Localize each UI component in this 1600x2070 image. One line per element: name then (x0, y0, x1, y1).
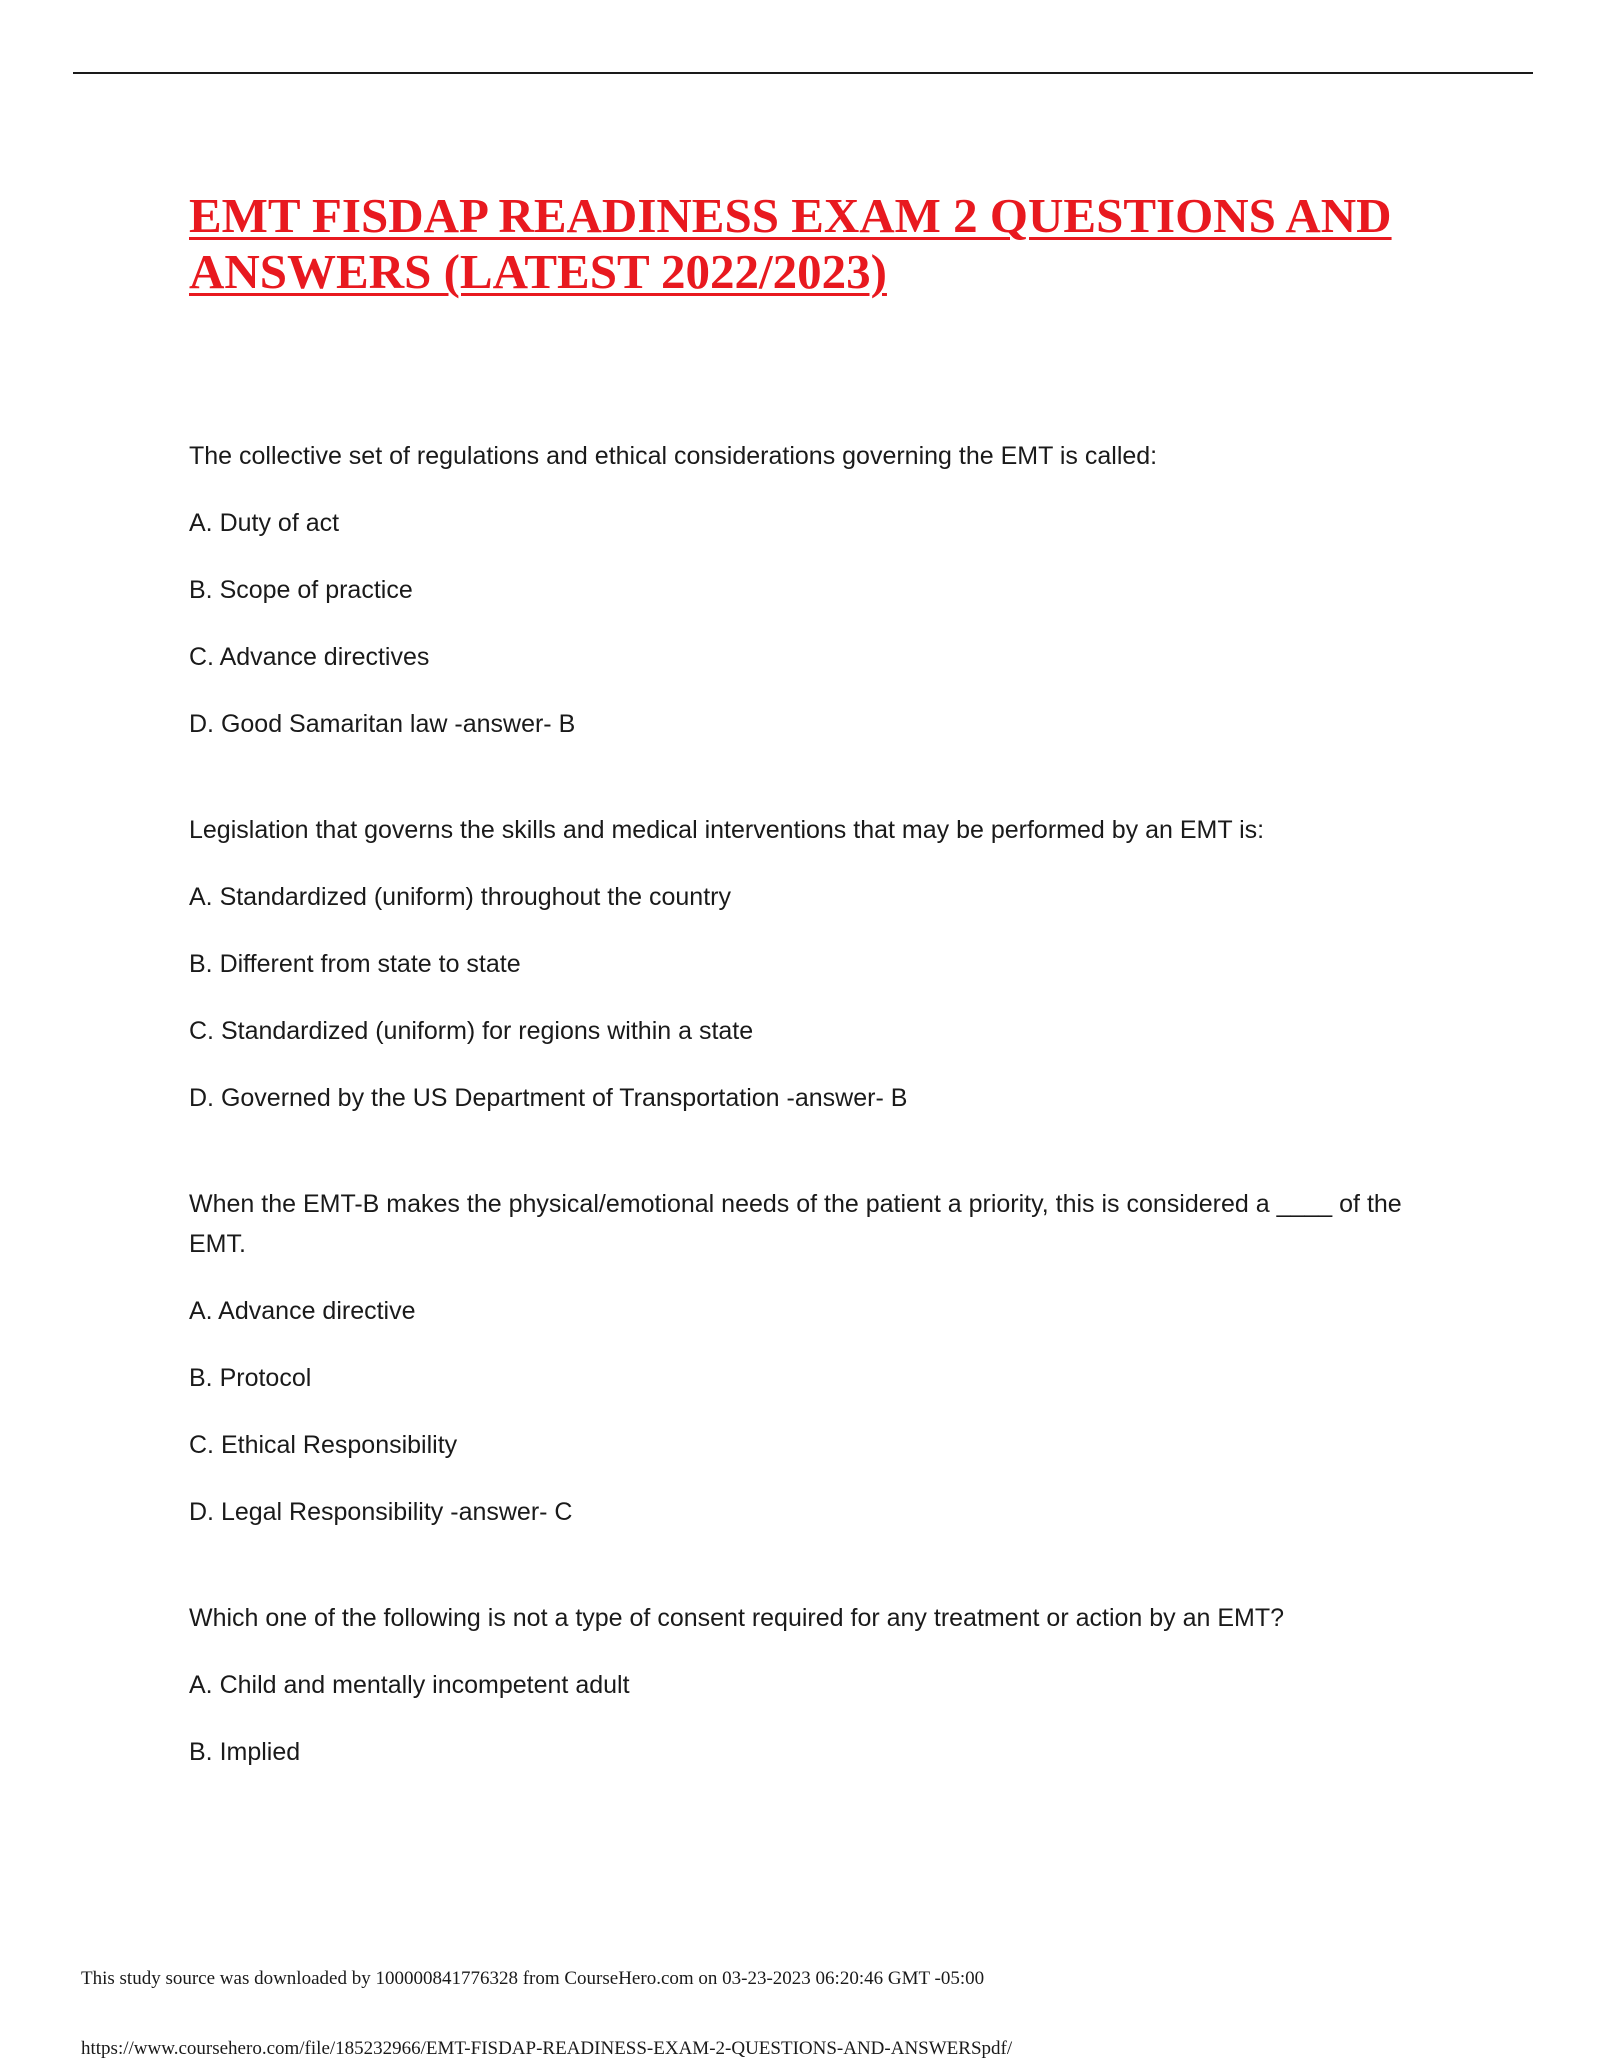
answer-option: A. Advance directive (189, 1297, 416, 1325)
top-divider (73, 72, 1533, 74)
source-url-link[interactable]: https://www.coursehero.com/file/185232966/EMT-FISDAP-READINESS-EXAM-2-QUESTIONS-AND-ANSWERSpdf/ (81, 2038, 1013, 2059)
question-block (189, 810, 1429, 1118)
answer-option: C. Ethical Responsibility (189, 1431, 458, 1459)
question-block (189, 1184, 1429, 1532)
question-list (189, 436, 1429, 1772)
answer-option: C. Advance directives (189, 643, 430, 671)
question-block (189, 1598, 1429, 1772)
answer-option: A. Duty of act (189, 509, 340, 537)
download-source-note: This study source was downloaded by 100000841776328 from CourseHero.com on 03-23-2023 06:20:46 GMT -05:00 (81, 1968, 985, 1989)
question-text: When the EMT-B makes the physical/emotional needs of the patient a priority, this is considered a ____ of the EMT. (189, 1190, 1402, 1258)
document-title: EMT FISDAP READINESS EXAM 2 QUESTIONS AND ANSWERS (LATEST 2022/2023) (189, 188, 1392, 299)
answer-option: B. Protocol (189, 1364, 312, 1392)
answer-option: C. Standardized (uniform) for regions within a state (189, 1017, 754, 1045)
answer-option: D. Governed by the US Department of Transportation -answer- B (189, 1084, 908, 1112)
answer-option: B. Different from state to state (189, 950, 521, 978)
question-text: The collective set of regulations and ethical considerations governing the EMT is called: (189, 442, 1158, 470)
answer-option: D. Good Samaritan law -answer- B (189, 710, 576, 738)
answer-option: B. Implied (189, 1738, 301, 1766)
answer-option: A. Child and mentally incompetent adult (189, 1671, 630, 1699)
question-text: Legislation that governs the skills and medical interventions that may be performed by an EMT is: (189, 816, 1265, 844)
answer-option: D. Legal Responsibility -answer- C (189, 1498, 573, 1526)
answer-option: B. Scope of practice (189, 576, 413, 604)
question-text: Which one of the following is not a type of consent required for any treatment or action by an EMT? (189, 1604, 1285, 1632)
answer-option: A. Standardized (uniform) throughout the country (189, 883, 731, 911)
question-block (189, 436, 1429, 744)
